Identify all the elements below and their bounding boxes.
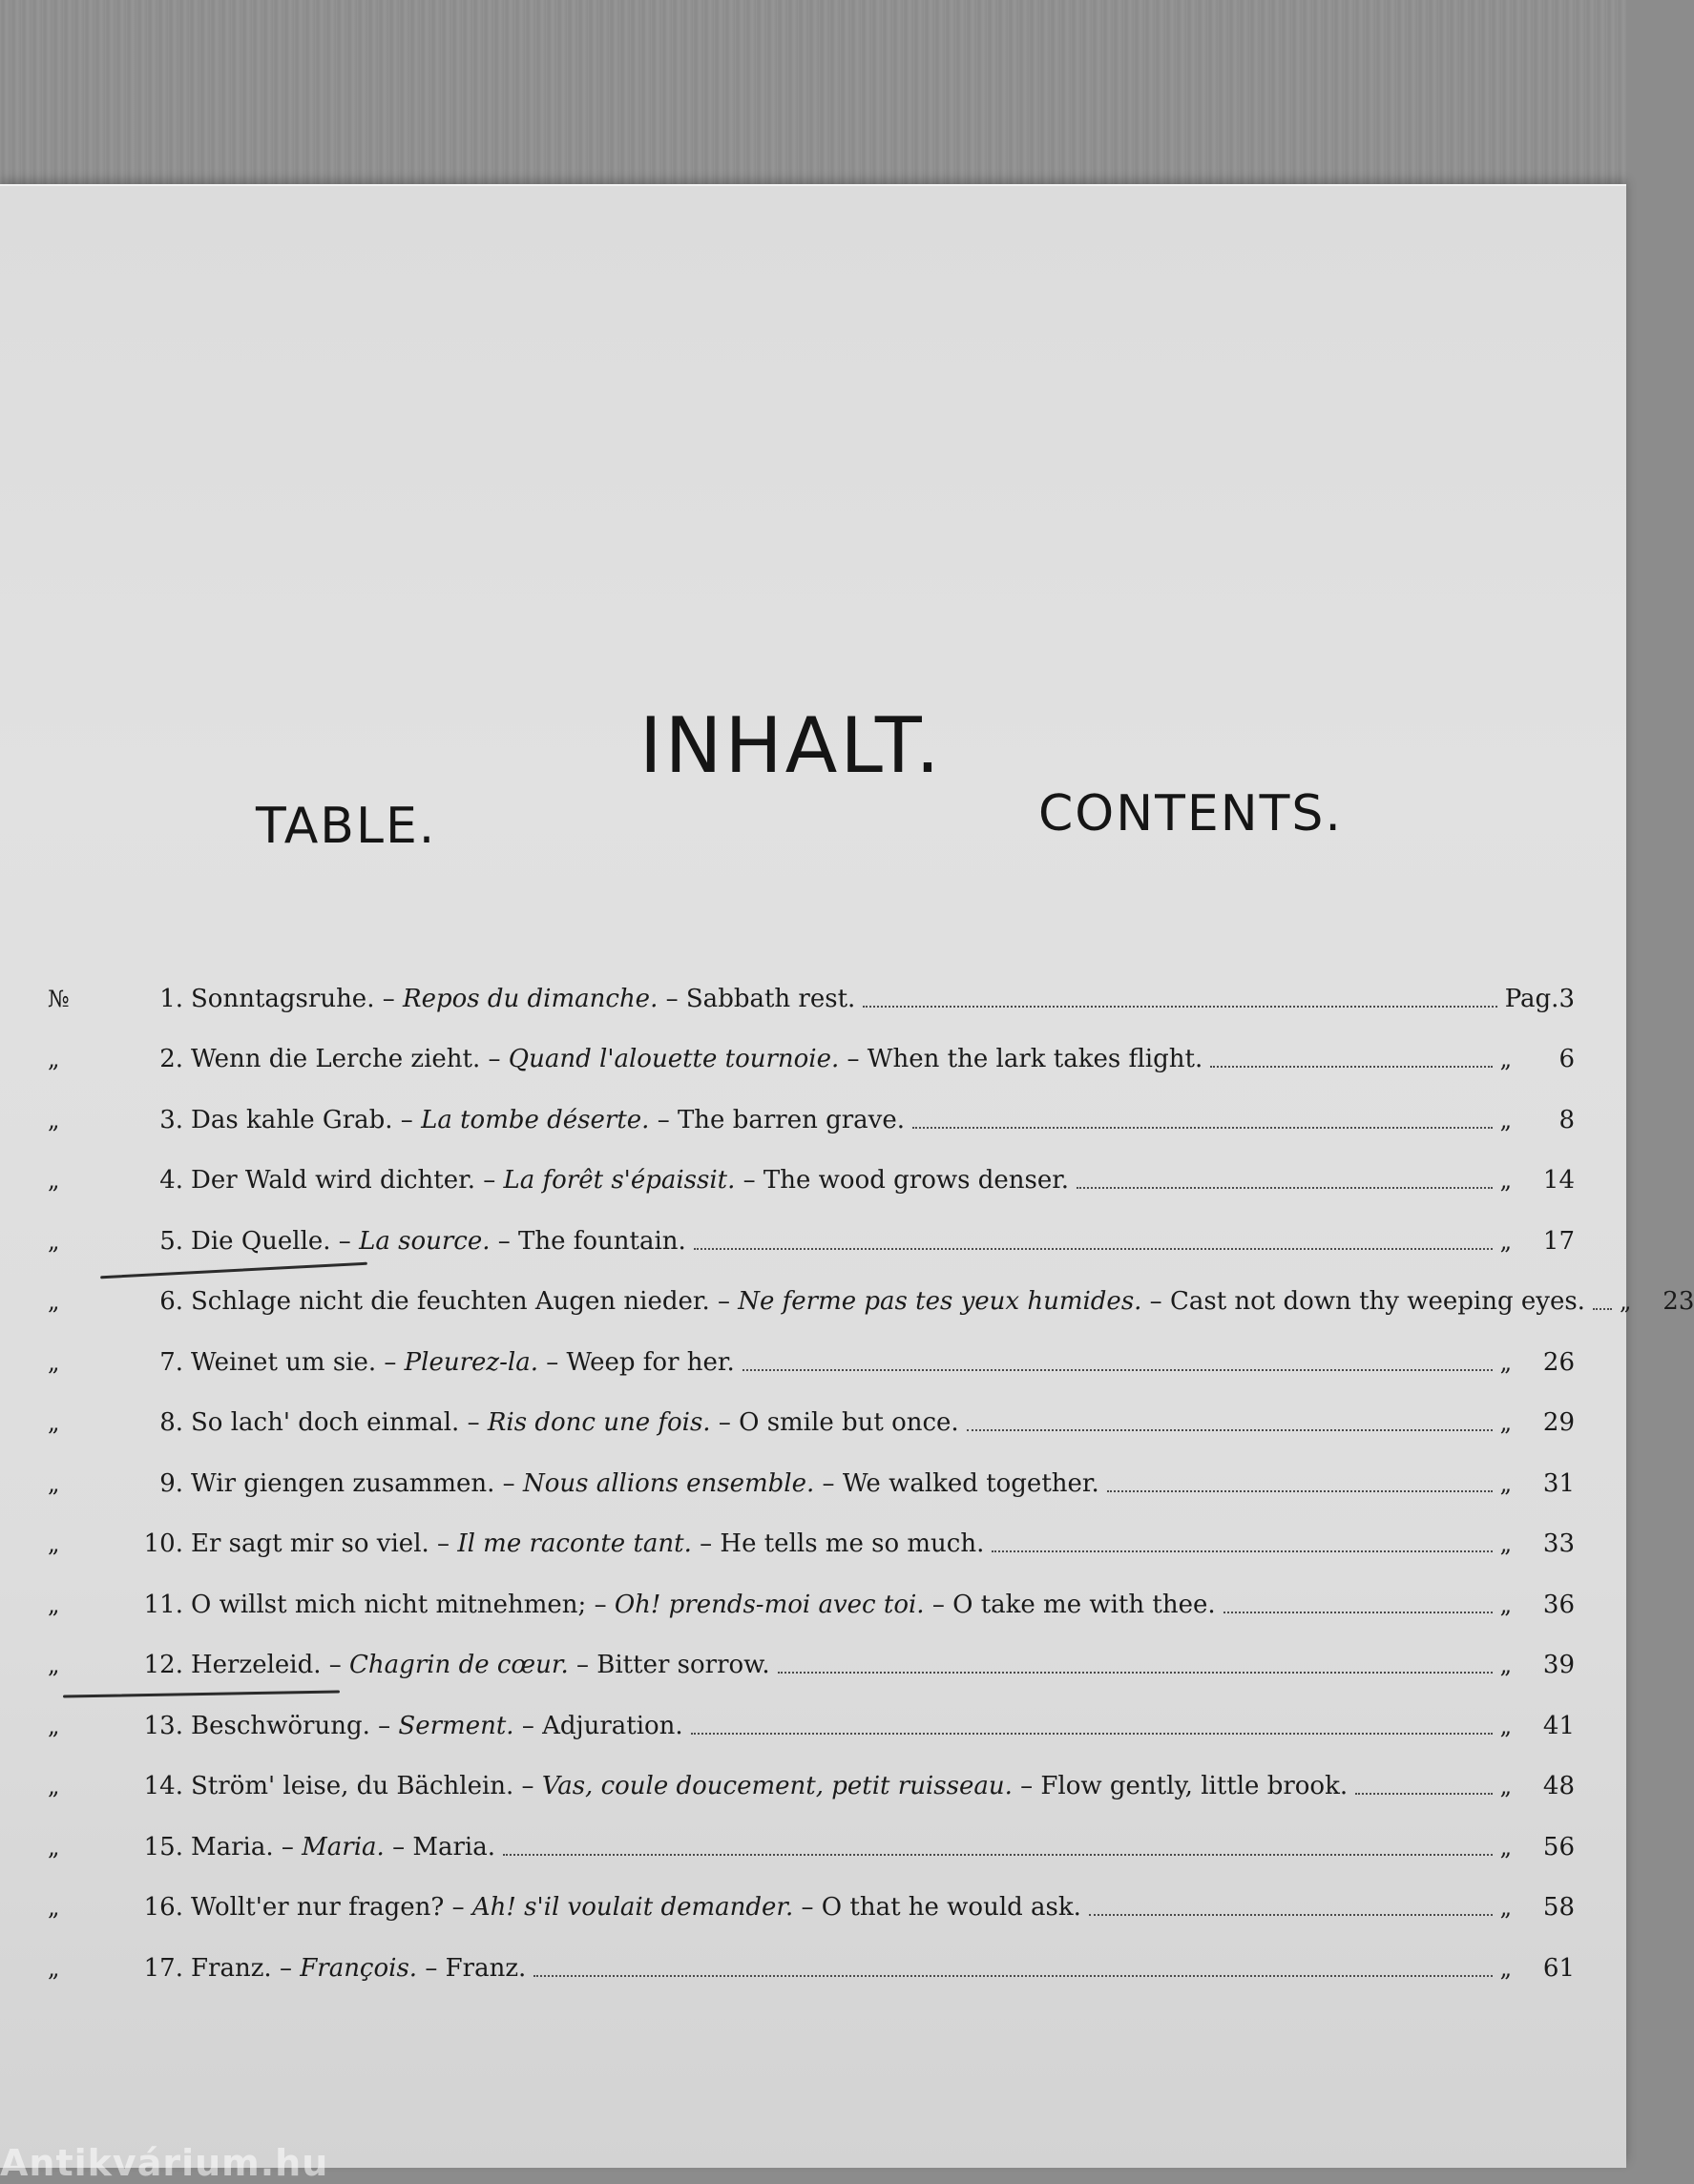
ditto-mark: „ (1499, 1712, 1512, 1739)
ditto-mark: „ (48, 1954, 60, 1982)
ditto-mark: „ (48, 1167, 60, 1195)
title-english: Sabbath rest. (685, 984, 856, 1013)
ditto-mark: „ (48, 1652, 60, 1679)
toc-row (48, 1878, 1575, 1939)
background-surface (0, 0, 1626, 196)
toc-number: 17. (143, 1953, 183, 1983)
ditto-mark: „ (1499, 1348, 1512, 1376)
page-number: 8 (1558, 1105, 1575, 1134)
toc-number: 1. (159, 984, 183, 1013)
toc-number: 7. (159, 1347, 183, 1377)
toc-entry: Herzeleid. – Chagrin de cœur. – Bitter sorrow. (191, 1651, 770, 1680)
heading-table: TABLE. (256, 798, 437, 855)
heading-inhalt: INHALT. (639, 701, 943, 790)
page-number: 6 (1558, 1045, 1575, 1074)
toc-row (48, 1211, 1575, 1272)
dot-leader (1355, 1793, 1492, 1795)
dot-leader (778, 1672, 1493, 1674)
ditto-mark: „ (48, 1227, 60, 1255)
title-english: Adjuration. (542, 1711, 683, 1740)
page-number: 61 (1542, 1953, 1575, 1983)
title-german: Der Wald wird dichter. (191, 1166, 475, 1196)
title-german: So lach' doch einmal. (191, 1408, 460, 1438)
title-english: Cast not down thy weeping eyes. (1169, 1287, 1585, 1317)
title-french: Ne ferme pas tes yeux humides. (738, 1287, 1142, 1317)
toc-row (48, 1393, 1575, 1454)
toc-entry: Er sagt mir so viel. – Il me raconte tant. – He tells me so much. (191, 1529, 985, 1559)
title-english: Bitter sorrow. (596, 1651, 770, 1680)
page-number: 58 (1542, 1893, 1575, 1923)
toc-row (48, 1695, 1575, 1757)
title-german: O willst mich nicht mitnehmen; (191, 1590, 587, 1619)
title-german: Weinet um sie. (191, 1347, 377, 1377)
title-english: O that he would ask. (821, 1893, 1081, 1923)
title-english: Maria. (412, 1832, 495, 1862)
toc-number: 2. (159, 1045, 183, 1074)
dot-leader (742, 1369, 1493, 1371)
title-german: Wir giengen zusammen. (191, 1468, 495, 1498)
toc-row (48, 1030, 1575, 1091)
page-number: 33 (1542, 1529, 1575, 1559)
ditto-mark: „ (48, 1773, 60, 1800)
toc-entry: Sonntagsruhe. – Repos du dimanche. – Sabbath rest. (191, 984, 856, 1013)
dot-leader (967, 1429, 1493, 1431)
ditto-mark: „ (1499, 1773, 1512, 1800)
page-number: 29 (1542, 1408, 1575, 1438)
dot-leader (1210, 1066, 1492, 1068)
dot-leader (992, 1550, 1492, 1552)
dot-leader (1107, 1490, 1493, 1492)
ditto-mark: „ (48, 1530, 60, 1558)
ditto-mark: „ (1499, 1530, 1512, 1558)
title-french: Maria. (302, 1832, 385, 1862)
ditto-mark: „ (1499, 1652, 1512, 1679)
ditto-mark: „ (1619, 1288, 1632, 1316)
dot-leader (1223, 1612, 1493, 1613)
ditto-mark: „ (1499, 1167, 1512, 1195)
toc-entry: Weinet um sie. – Pleurez-la. – Weep for her. (191, 1347, 735, 1377)
toc-row (48, 1453, 1575, 1514)
toc-entry: Franz. – François. – Franz. (191, 1953, 527, 1983)
dot-leader (533, 1975, 1492, 1977)
page-number: 14 (1542, 1166, 1575, 1196)
toc-entry: Ström' leise, du Bächlein. – Vas, coule doucement, petit ruisseau. – Flow gently, little brook. (191, 1772, 1349, 1801)
dot-leader (1593, 1308, 1612, 1310)
toc-number: 4. (159, 1166, 183, 1196)
ditto-mark: „ (48, 1712, 60, 1739)
toc-number: 14. (143, 1772, 183, 1801)
numero-mark: № (48, 985, 70, 1012)
title-french: Serment. (398, 1711, 514, 1740)
page-number: 36 (1542, 1590, 1575, 1619)
ditto-mark: „ (48, 1046, 60, 1073)
toc-number: 10. (143, 1529, 183, 1559)
title-german: Die Quelle. (191, 1226, 331, 1256)
title-german: Wenn die Lerche zieht. (191, 1045, 481, 1074)
title-french: Ris donc une fois. (487, 1408, 711, 1438)
title-english: O take me with thee. (952, 1590, 1216, 1619)
ditto-mark: „ (48, 1348, 60, 1376)
toc-row (48, 1574, 1575, 1635)
title-german: Herzeleid. (191, 1651, 322, 1680)
toc-number: 5. (159, 1226, 183, 1256)
page-number: 26 (1542, 1347, 1575, 1377)
ditto-mark: „ (48, 1894, 60, 1922)
dot-leader (912, 1127, 1493, 1129)
toc-entry: So lach' doch einmal. – Ris donc une fois. – O smile but once. (191, 1408, 959, 1438)
title-english: When the lark takes flight. (867, 1045, 1203, 1074)
page-number (1505, 985, 1575, 1013)
title-german: Er sagt mir so viel. (191, 1529, 429, 1559)
title-german: Maria. (191, 1832, 274, 1862)
ditto-mark: „ (1499, 1469, 1512, 1497)
toc-entry: Wollt'er nur fragen? – Ah! s'il voulait demander. – O that he would ask. (191, 1893, 1081, 1923)
toc-row (48, 1332, 1575, 1393)
dot-leader (1089, 1914, 1493, 1916)
title-french: La forêt s'épaissit. (503, 1166, 736, 1196)
title-french: La source. (359, 1226, 491, 1256)
title-french: Chagrin de cœur. (349, 1651, 569, 1680)
dot-leader (691, 1733, 1493, 1735)
page-number: 56 (1542, 1832, 1575, 1862)
toc-entry: Der Wald wird dichter. – La forêt s'épaissit. – The wood grows denser. (191, 1166, 1070, 1196)
ditto-mark: „ (1499, 1409, 1512, 1437)
toc-number: 3. (159, 1105, 183, 1134)
toc-row (48, 1151, 1575, 1212)
toc-entry: Wenn die Lerche zieht. – Quand l'alouette tournoie. – When the lark takes flight. (191, 1045, 1203, 1074)
title-english: Weep for her. (566, 1347, 735, 1377)
toc-row (48, 1817, 1575, 1878)
ditto-mark: „ (48, 1409, 60, 1437)
title-german: Schlage nicht die feuchten Augen nieder. (191, 1287, 710, 1317)
dot-leader (503, 1854, 1493, 1856)
title-english: The fountain. (518, 1226, 686, 1256)
ditto-mark: „ (1499, 1833, 1512, 1861)
toc-number: 12. (143, 1651, 183, 1680)
title-french: Ah! s'il voulait demander. (471, 1893, 794, 1923)
title-french: Pleurez-la. (404, 1347, 538, 1377)
watermark-text: Antikvárium.hu (0, 2142, 329, 2184)
toc-number: 6. (159, 1287, 183, 1317)
toc-number: 16. (143, 1893, 183, 1923)
dot-leader (694, 1248, 1493, 1250)
title-french: Vas, coule doucement, petit ruisseau. (541, 1772, 1013, 1801)
ditto-mark: „ (48, 1469, 60, 1497)
title-german: Wollt'er nur fragen? (191, 1893, 445, 1923)
ditto-mark: „ (1499, 1954, 1512, 1982)
toc-row (48, 1514, 1575, 1575)
title-french: Nous allions ensemble. (522, 1468, 815, 1498)
title-french: Quand l'alouette tournoie. (508, 1045, 840, 1074)
toc-entry: Beschwörung. – Serment. – Adjuration. (191, 1711, 683, 1740)
title-english: He tells me so much. (720, 1529, 985, 1559)
page-number: 48 (1542, 1772, 1575, 1801)
toc-row (48, 968, 1575, 1030)
title-french: Il me raconte tant. (457, 1529, 692, 1559)
title-english: Franz. (445, 1953, 527, 1983)
toc-number: 15. (143, 1832, 183, 1862)
toc-number: 9. (159, 1468, 183, 1498)
title-english: O smile but once. (739, 1408, 959, 1438)
title-german: Franz. (191, 1953, 272, 1983)
title-english: The barren grave. (677, 1105, 906, 1134)
toc-number: 13. (143, 1711, 183, 1740)
toc-row (48, 1272, 1694, 1333)
dot-leader (1077, 1187, 1493, 1189)
ditto-mark: „ (1499, 1227, 1512, 1255)
toc-entry: Die Quelle. – La source. – The fountain. (191, 1226, 686, 1256)
page-number: 41 (1542, 1711, 1575, 1740)
page-number: 23 (1663, 1287, 1694, 1317)
dot-leader (863, 1006, 1496, 1008)
title-german: Beschwörung. (191, 1711, 370, 1740)
ditto-mark: „ (1499, 1894, 1512, 1922)
title-english: The wood grows denser. (763, 1166, 1070, 1196)
ditto-mark: „ (48, 1106, 60, 1134)
title-french: Repos du dimanche. (403, 984, 659, 1013)
toc-row (48, 1757, 1575, 1818)
title-french: François. (300, 1953, 418, 1983)
toc-entry: Maria. – Maria. – Maria. (191, 1832, 495, 1862)
title-french: Oh! prends-moi avec toi. (614, 1590, 925, 1619)
toc-row (48, 1635, 1575, 1696)
toc-entry: Das kahle Grab. – La tombe déserte. – The barren grave. (191, 1105, 906, 1134)
toc-row (48, 1938, 1575, 1999)
page-prefix: Pag. (1504, 984, 1559, 1013)
title-english: Flow gently, little brook. (1040, 1772, 1349, 1801)
ditto-mark: „ (48, 1833, 60, 1861)
toc-row (48, 1090, 1575, 1151)
page-number: 39 (1542, 1651, 1575, 1680)
page-number: 31 (1542, 1468, 1575, 1498)
title-german: Sonntagsruhe. (191, 984, 375, 1013)
heading-contents: CONTENTS. (1038, 785, 1343, 842)
title-german: Ström' leise, du Bächlein. (191, 1772, 514, 1801)
ditto-mark: „ (48, 1288, 60, 1316)
ditto-mark: „ (48, 1591, 60, 1618)
title-english: We walked together. (842, 1468, 1099, 1498)
ditto-mark: „ (1499, 1591, 1512, 1618)
table-of-contents (48, 968, 1694, 1999)
page-number: 17 (1542, 1226, 1575, 1256)
title-french: La tombe déserte. (421, 1105, 650, 1134)
title-german: Das kahle Grab. (191, 1105, 393, 1134)
page-value: 3 (1558, 984, 1575, 1013)
toc-number: 11. (143, 1590, 183, 1619)
toc-entry: O willst mich nicht mitnehmen; – Oh! prends-moi avec toi. – O take me with thee. (191, 1590, 1216, 1619)
toc-entry: Schlage nicht die feuchten Augen nieder. – Ne ferme pas tes yeux humides. – Cast not down thy weeping eyes. (191, 1287, 1585, 1317)
ditto-mark: „ (1499, 1046, 1512, 1073)
toc-number: 8. (159, 1408, 183, 1438)
toc-entry: Wir giengen zusammen. – Nous allions ensemble. – We walked together. (191, 1468, 1099, 1498)
ditto-mark: „ (1499, 1106, 1512, 1134)
